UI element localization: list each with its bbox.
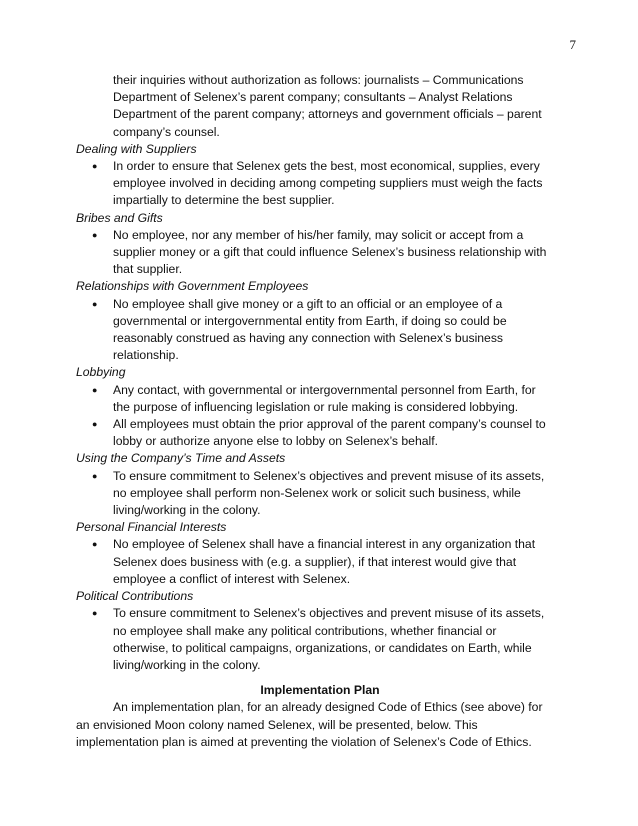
section-bribes-and-gifts [76,210,564,279]
text-line: No employee shall give money or a gift to an official or an employee of a [113,296,503,311]
text-line: An implementation plan, for an already designed Code of Ethics (see above) for [113,700,543,715]
section-heading: Lobbying [76,365,126,380]
text-line: lobby or authorize anyone else to lobby on Selenex’s behalf. [113,434,438,449]
implementation-plan-section [76,682,564,751]
text-line: employee a conflict of interest with Selenex. [113,571,351,586]
text-line: implementation plan is aimed at preventing the violation of Selenex’s Code of Ethics. [76,734,532,749]
bullet-icon: ● [92,229,98,240]
text-line: living/working in the colony. [113,657,261,672]
bullet-icon: ● [92,419,98,430]
text-line: the purpose of influencing legislation or rule making is considered lobbying. [113,399,519,414]
section-heading: Bribes and Gifts [76,210,163,225]
intro-paragraph [76,72,564,141]
bullet-item [76,227,564,279]
text-line: No employee, nor any member of his/her family, may solicit or accept from a [113,227,524,242]
section-personal-financial-interests [76,519,564,588]
section-heading: Dealing with Suppliers [76,141,197,156]
section-relationships-with-government-employees [76,278,564,364]
section-political-contributions [76,588,564,674]
text-line: an envisioned Moon colony named Selenex, will be presented, below. This [76,717,478,732]
text-line: supplier money or a gift that could influence Selenex’s business relationship with [113,245,547,260]
text-line: company’s counsel. [113,124,220,139]
bullet-item [76,536,564,588]
text-line: To ensure commitment to Selenex’s objectives and prevent misuse of its assets, [113,606,545,621]
section-lobbying [76,364,564,450]
bullet-item [76,468,564,520]
bullet-item [76,382,564,416]
implementation-plan-title: Implementation Plan [260,683,380,698]
text-line: that supplier. [113,262,183,277]
bullet-item [76,296,564,365]
section-heading: Relationships with Government Employees [76,279,309,294]
text-line: governmental or intergovernmental entity from Earth, if doing so could be [113,313,507,328]
section-heading: Using the Company’s Time and Assets [76,451,286,466]
text-line: relationship. [113,348,179,363]
section-dealing-with-suppliers [76,141,564,210]
page-content [76,72,564,751]
text-line: Department of the parent company; attorneys and government officials – parent [113,107,542,122]
bullet-icon: ● [92,608,98,619]
text-line: Selenex does business with (e.g. a supplier), if that interest would give that [113,554,517,569]
text-line: no employee shall make any political contributions, whether financial or [113,623,497,638]
section-heading: Political Contributions [76,589,194,604]
text-line: All employees must obtain the prior approval of the parent company’s counsel to [113,417,546,432]
bullet-item [76,605,564,674]
page-number: 7 [569,37,576,52]
text-line: otherwise, to political campaigns, organizations, or candidates on Earth, while [113,640,532,655]
text-line: In order to ensure that Selenex gets the best, most economical, supplies, every [113,159,540,174]
text-line: reasonably construed as having any connection with Selenex’s business [113,331,504,346]
text-line: No employee of Selenex shall have a financial interest in any organization that [113,537,536,552]
text-line: their inquiries without authorization as follows: journalists – Communications [113,73,524,87]
text-line: impartially to determine the best supplier. [113,193,335,208]
section-heading: Personal Financial Interests [76,520,227,535]
bullet-icon: ● [92,298,98,309]
bullet-icon: ● [92,161,98,172]
text-line: living/working in the colony. [113,503,261,518]
text-line: To ensure commitment to Selenex’s objectives and prevent misuse of its assets, [113,468,545,483]
text-line: employee involved in deciding among competing suppliers must weigh the facts [113,176,543,191]
text-line: Department of Selenex’s parent company; consultants – Analyst Relations [113,90,513,105]
bullet-icon: ● [92,539,98,550]
bullet-item [76,416,564,450]
bullet-item [76,158,564,210]
text-line: Any contact, with governmental or intergovernmental personnel from Earth, for [113,382,536,397]
text-line: no employee shall perform non-Selenex work or solicit such business, while [113,485,521,500]
bullet-icon: ● [92,470,98,481]
section-using-company-time-and-assets [76,450,564,519]
bullet-icon: ● [92,384,98,395]
